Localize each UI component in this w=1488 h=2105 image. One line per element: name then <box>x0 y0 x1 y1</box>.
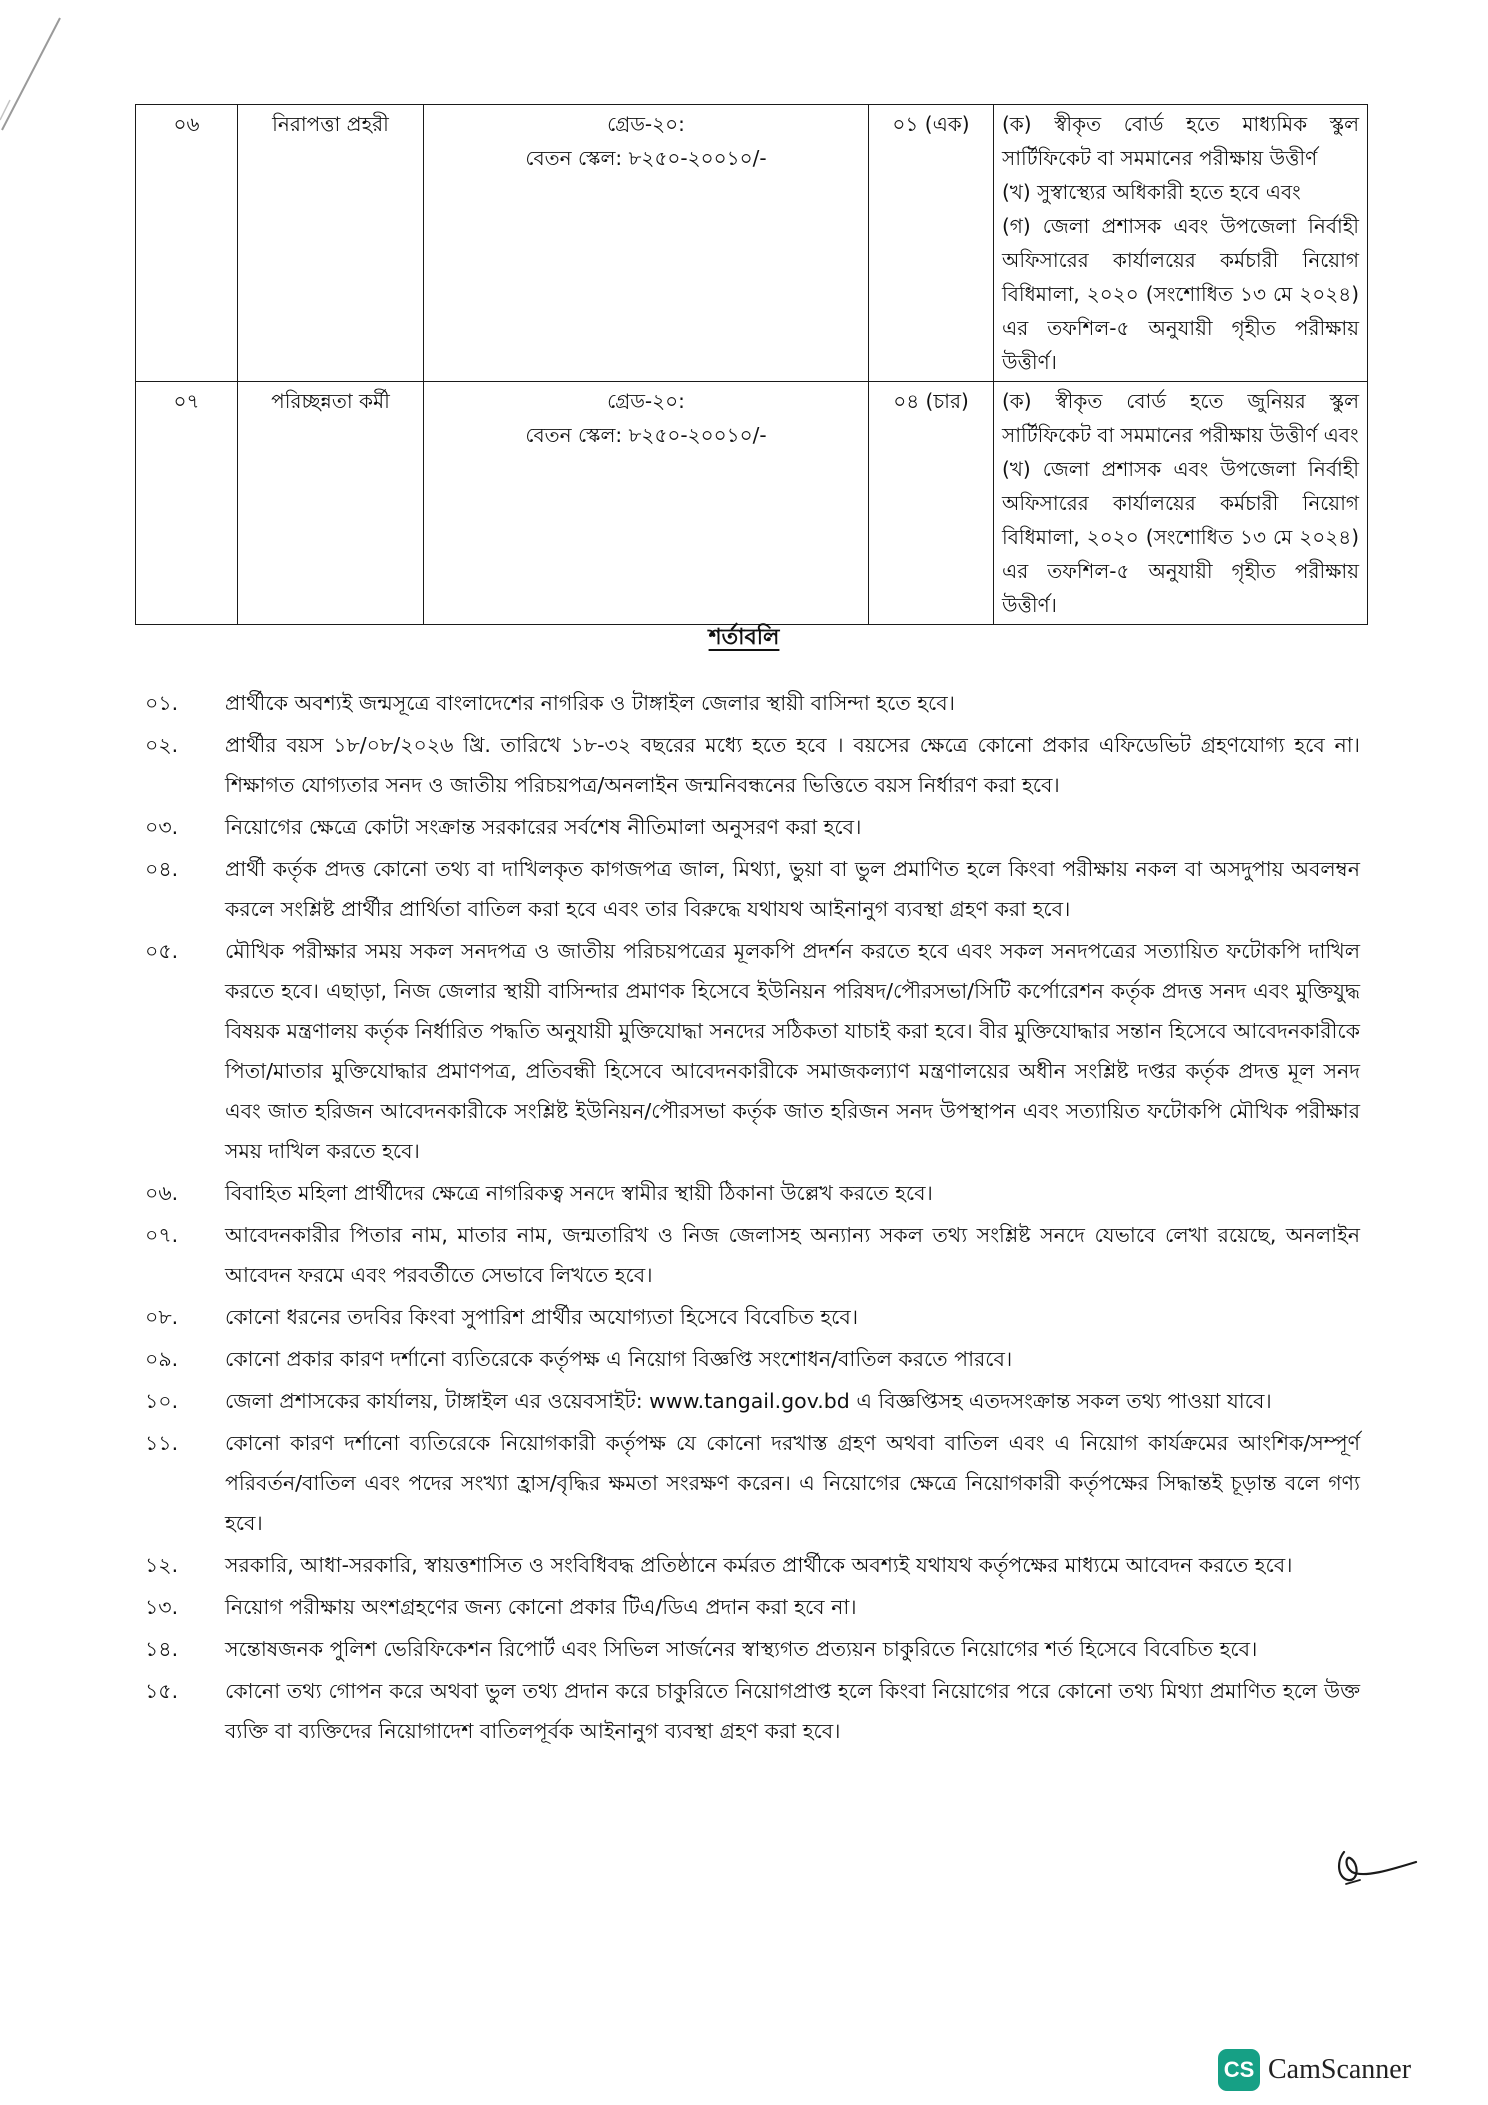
condition-text: কোনো তথ্য গোপন করে অথবা ভুল তথ্য প্রদান করে চাকুরিতে নিয়োগপ্রাপ্ত হলে কিংবা নিয়োগের পরে কোনো তথ্য মিথ্যা প্রমাণিত হলে উক্ত ব্যক্তি বা ব্যক্তিদের নিয়োগাদেশ বাতিলপূর্বক আইনানুগ ব্যবস্থা গ্রহণ করা হবে। <box>225 1679 1360 1743</box>
list-item <box>145 1381 1360 1421</box>
condition-number: ০৪. <box>145 857 179 881</box>
condition-text: সরকারি, আধা-সরকারি, স্বায়ত্তশাসিত ও সংবিধিবদ্ধ প্রতিষ্ঠানে কর্মরত প্রার্থীকে অবশ্যই যথাযথ কর্তৃপক্ষের মাধ্যমে আবেদন করতে হবে। <box>225 1553 1293 1577</box>
list-item <box>145 1215 1360 1295</box>
condition-text: প্রার্থী কর্তৃক প্রদত্ত কোনো তথ্য বা দাখিলকৃত কাগজপত্র জাল, মিথ্যা, ভুয়া বা ভুল প্রমাণিত হলে কিংবা পরীক্ষায় নকল বা অসদুপায় অবলম্বন করলে সংশ্লিষ্ট প্রার্থীর প্রার্থিতা বাতিল করা হবে এবং তার বিরুদ্ধে যথাযথ আইনানুগ ব্যবস্থা গ্রহণ করা হবে। <box>225 857 1360 921</box>
post-qualifications <box>994 382 1368 625</box>
condition-number: ১১. <box>145 1431 179 1455</box>
conditions-title: শর্তাবলি <box>708 625 780 650</box>
conditions-list <box>145 683 1360 1753</box>
camscanner-watermark <box>1218 2046 1411 2094</box>
list-item <box>145 849 1360 929</box>
posts-table <box>135 104 1368 625</box>
condition-number: ০৯. <box>145 1347 179 1371</box>
list-item <box>145 725 1360 805</box>
post-grade-cell <box>424 382 869 625</box>
list-item <box>145 1587 1360 1627</box>
list-item <box>145 807 1360 847</box>
post-grade-cell <box>424 105 869 382</box>
condition-number: ১০. <box>145 1389 179 1413</box>
qualification-item: (গ) জেলা প্রশাসক এবং উপজেলা নির্বাহী অফিসারের কার্যালয়ের কর্মচারী নিয়োগ বিধিমালা, ২০২০ (সংশোধিত ১৩ মে ২০২৪) এর তফশিল-৫ অনুযায়ী গৃহীত পরীক্ষায় উত্তীর্ণ। <box>1002 214 1359 374</box>
condition-number: ১২. <box>145 1553 179 1577</box>
qualification-item: (ক) স্বীকৃত বোর্ড হতে জুনিয়র স্কুল সার্টিফিকেট বা সমমানের পরীক্ষায় উত্তীর্ণ এবং <box>1002 389 1359 447</box>
condition-text: নিয়োগের ক্ষেত্রে কোটা সংক্রান্ত সরকারের সর্বশেষ নীতিমালা অনুসরণ করা হবে। <box>225 815 862 839</box>
qualification-item: (খ) সুস্বাস্থ্যের অধিকারী হতে হবে এবং <box>1002 180 1301 204</box>
post-grade: গ্রেড-২০: <box>607 112 685 136</box>
condition-text: মৌখিক পরীক্ষার সময় সকল সনদপত্র ও জাতীয় পরিচয়পত্রের মূলকপি প্রদর্শন করতে হবে এবং সকল সনদপত্রের সত্যায়িত ফটোকপি দাখিল করতে হবে। এছাড়া, নিজ জেলার স্থায়ী বাসিন্দার প্রমাণক হিসেবে ইউনিয়ন পরিষদ/পৌরসভা/সিটি কর্পোরেশন কর্তৃক প্রদত্ত সনদ এবং মুক্তিযুদ্ধ বিষয়ক মন্ত্রণালয় কর্তৃক নির্ধারিত পদ্ধতি অনুযায়ী মুক্তিযোদ্ধা সনদের সঠিকতা যাচাই করা হবে। বীর মুক্তিযোদ্ধার সন্তান হিসেবে আবেদনকারীকে পিতা/মাতার মুক্তিযোদ্ধার প্রমাণপত্র, প্রতিবন্ধী হিসেবে আবেদনকারীকে সমাজকল্যাণ মন্ত্রণালয়ের অধীন সংশ্লিষ্ট দপ্তর কর্তৃক প্রদত্ত মূল সনদ এবং জাত হরিজন আবেদনকারীকে সংশ্লিষ্ট ইউনিয়ন/পৌরসভা কর্তৃক জাত হরিজন সনদ উপস্থাপন এবং সত্যায়িত ফটোকপি মৌখিক পরীক্ষার সময় দাখিল করতে হবে। <box>225 939 1360 1163</box>
qualification-item: (ক) স্বীকৃত বোর্ড হতে মাধ্যমিক স্কুল সার্টিফিকেট বা সমমানের পরীক্ষায় উত্তীর্ণ <box>1002 112 1359 170</box>
condition-text: কোনো প্রকার কারণ দর্শানো ব্যতিরেকে কর্তৃপক্ষ এ নিয়োগ বিজ্ঞপ্তি সংশোধন/বাতিল করতে পারবে। <box>225 1347 1013 1371</box>
post-count: ০৪ (চার) <box>869 382 994 625</box>
condition-text: আবেদনকারীর পিতার নাম, মাতার নাম, জন্মতারিখ ও নিজ জেলাসহ অন্যান্য সকল তথ্য সংশ্লিষ্ট সনদে যেভাবে লেখা রয়েছে, অনলাইন আবেদন ফরমে এবং পরবর্তীতে সেভাবে লিখতে হবে। <box>225 1223 1360 1287</box>
camscanner-name: CamScanner <box>1268 2054 1412 2085</box>
list-item <box>145 1671 1360 1751</box>
conditions-heading <box>0 620 1488 657</box>
condition-text: কোনো ধরনের তদবির কিংবা সুপারিশ প্রার্থীর অযোগ্যতা হিসেবে বিবেচিত হবে। <box>225 1305 859 1329</box>
condition-number: ০৭. <box>145 1223 179 1247</box>
condition-number: ০১. <box>145 691 179 715</box>
post-name: নিরাপত্তা প্রহরী <box>238 105 424 382</box>
condition-number: ১৫. <box>145 1679 179 1703</box>
signature-icon <box>1330 1840 1420 1890</box>
condition-number: ১৪. <box>145 1637 179 1661</box>
table-row <box>136 105 1368 382</box>
condition-text: সন্তোষজনক পুলিশ ভেরিফিকেশন রিপোর্ট এবং সিভিল সার্জনের স্বাস্থ্যগত প্রত্যয়ন চাকুরিতে নিয়োগের শর্ত হিসেবে বিবেচিত হবে। <box>225 1637 1258 1661</box>
qualification-item: (খ) জেলা প্রশাসক এবং উপজেলা নির্বাহী অফিসারের কার্যালয়ের কর্মচারী নিয়োগ বিধিমালা, ২০২০ (সংশোধিত ১৩ মে ২০২৪) এর তফশিল-৫ অনুযায়ী গৃহীত পরীক্ষায় উত্তীর্ণ। <box>1002 457 1359 617</box>
list-item <box>145 1423 1360 1543</box>
list-item <box>145 931 1360 1171</box>
page-corner-mark <box>0 0 70 140</box>
condition-number: ০৬. <box>145 1181 179 1205</box>
camscanner-logo-icon: CS <box>1218 2049 1260 2091</box>
post-grade: গ্রেড-২০: <box>607 389 685 413</box>
condition-text: বিবাহিত মহিলা প্রার্থীদের ক্ষেত্রে নাগরিকত্ব সনদে স্বামীর স্থায়ী ঠিকানা উল্লেখ করতে হবে। <box>225 1181 933 1205</box>
list-item <box>145 1297 1360 1337</box>
condition-text: কোনো কারণ দর্শানো ব্যতিরেকে নিয়োগকারী কর্তৃপক্ষ যে কোনো দরখাস্ত গ্রহণ অথবা বাতিল এবং এ নিয়োগ কার্যক্রমের আংশিক/সম্পূর্ণ পরিবর্তন/বাতিল এবং পদের সংখ্যা হ্রাস/বৃদ্ধির ক্ষমতা সংরক্ষণ করেন। এ নিয়োগের ক্ষেত্রে নিয়োগকারী কর্তৃপক্ষের সিদ্ধান্তই চূড়ান্ত বলে গণ্য হবে। <box>225 1431 1360 1535</box>
condition-text: নিয়োগ পরীক্ষায় অংশগ্রহণের জন্য কোনো প্রকার টিএ/ডিএ প্রদান করা হবে না। <box>225 1595 857 1619</box>
table-row <box>136 382 1368 625</box>
condition-number: ০৩. <box>145 815 179 839</box>
list-item <box>145 683 1360 723</box>
post-pay-scale: বেতন স্কেল: ৮২৫০-২০০১০/- <box>525 146 767 170</box>
condition-number: ০২. <box>145 733 179 757</box>
condition-text: জেলা প্রশাসকের কার্যালয়, টাঙ্গাইল এর ওয়েবসাইট: www.tangail.gov.bd এ বিজ্ঞপ্তিসহ এতদসংক্রান্ত সকল তথ্য পাওয়া যাবে। <box>225 1389 1272 1413</box>
condition-number: ০৫. <box>145 939 179 963</box>
condition-text: প্রার্থীকে অবশ্যই জন্মসূত্রে বাংলাদেশের নাগরিক ও টাঙ্গাইল জেলার স্থায়ী বাসিন্দা হতে হবে। <box>225 691 955 715</box>
list-item <box>145 1173 1360 1213</box>
list-item <box>145 1629 1360 1669</box>
post-count: ০১ (এক) <box>869 105 994 382</box>
condition-text: প্রার্থীর বয়স ১৮/০৮/২০২৬ খ্রি. তারিখে ১৮-৩২ বছরের মধ্যে হতে হবে । বয়সের ক্ষেত্রে কোনো প্রকার এফিডেভিট গ্রহণযোগ্য হবে না। শিক্ষাগত যোগ্যতার সনদ ও জাতীয় পরিচয়পত্র/অনলাইন জন্মনিবন্ধনের ভিত্তিতে বয়স নির্ধারণ করা হবে। <box>225 733 1360 797</box>
post-serial: ০৭ <box>136 382 238 625</box>
list-item <box>145 1339 1360 1379</box>
post-qualifications <box>994 105 1368 382</box>
post-name: পরিচ্ছন্নতা কর্মী <box>238 382 424 625</box>
condition-number: ১৩. <box>145 1595 179 1619</box>
condition-number: ০৮. <box>145 1305 179 1329</box>
post-serial: ০৬ <box>136 105 238 382</box>
post-pay-scale: বেতন স্কেল: ৮২৫০-২০০১০/- <box>525 423 767 447</box>
list-item <box>145 1545 1360 1585</box>
